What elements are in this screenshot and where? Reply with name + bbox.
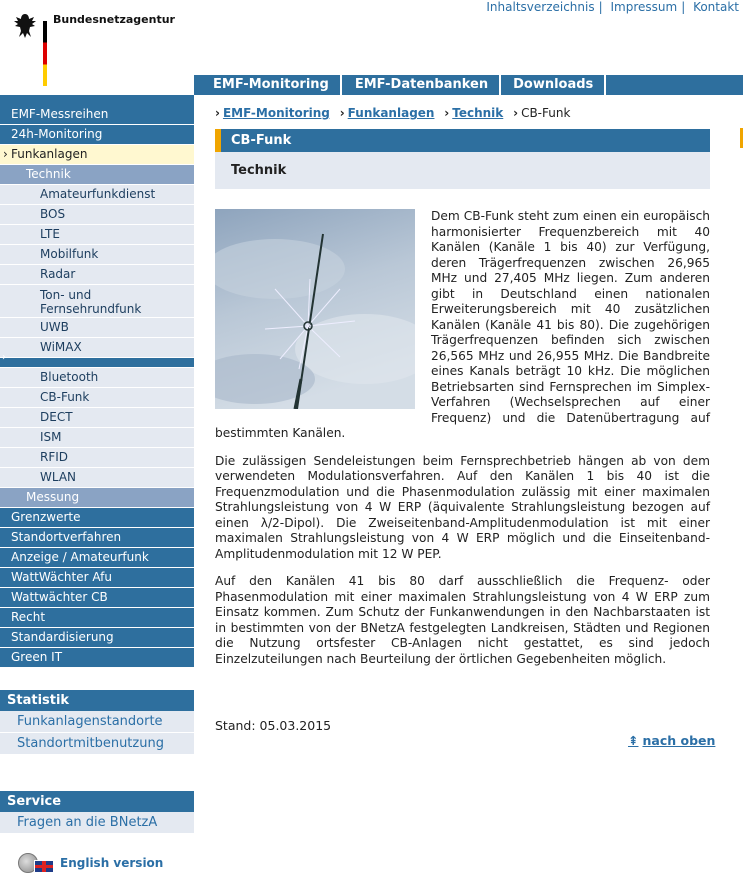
paragraph-1: Dem CB-Funk steht zum einen ein europäisch harmonisierter Frequenzbereich mit 40 Kanälen (Kanäle 1 bis 40) zur Verfügung, deren Trägerfrequenzen zwischen 26,965 MHz und 27,405 MHz liegen. Zum anderen gibt in Deutschland einen nationalen Erweiterungsbereich mit 40 zusätzlichen Kanälen (Kanäle 41 bis 80). Die zugehörigen Trägerfrequenzen befinden sich zwischen 26,565 MHz und 26,955 MHz. Die Bandbreite eines Kanals beträgt 10 kHz. Die möglichen Betriebsarten sind Fernsprechen im Simplex-Verfahren (Wechselsprechen auf einer Frequenz) und die Datenübertragung auf bestimmten Kanälen.: [215, 209, 710, 440]
sidebar-item-messung[interactable]: Messung: [0, 488, 194, 508]
sidebar-divider: [0, 358, 194, 368]
brand-name: Bundesnetzagentur: [53, 13, 175, 26]
sidebar-item-mobilfunk[interactable]: Mobilfunk: [0, 245, 194, 265]
service-nav: Inhaltsverzeichnis | Impressum | Kontakt: [482, 0, 743, 14]
link-funkanlagenstandorte[interactable]: Funkanlagenstandorte: [0, 711, 194, 733]
sidebar-item-wlan[interactable]: WLAN: [0, 468, 194, 488]
page-title: CB-Funk: [231, 133, 292, 148]
chevron-right-icon: ›: [513, 106, 519, 120]
sidebar-item-anzeige-amateurfunk[interactable]: Anzeige / Amateurfunk: [0, 548, 194, 568]
paragraph-3: Auf den Kanälen 41 bis 80 darf ausschließlich die Frequenz- oder Phasenmodulation mit einer maximalen Strahlungsleistung von 4 W ERP zum Einsatz kommen. Zum Schutz der Funkanwendungen in den Nachbarstaaten ist in bestimmten von der BNetzA festgelegten Landkreisen, Städten und Regionen die Nutzung ortsfester CB-Anlagen nicht gestattet, es sind jedoch Einzelzuteilungen nach Beurteilung der örtlichen Gegebenheiten möglich.: [215, 574, 710, 666]
sidebar-item-uwb[interactable]: UWB: [0, 318, 194, 338]
sidebar-item-radar[interactable]: Radar: [0, 265, 194, 285]
tab-emf-monitoring[interactable]: EMF-Monitoring: [194, 75, 342, 95]
sidebar-item-standardisierung[interactable]: Standardisierung: [0, 628, 194, 648]
link-inhaltsverzeichnis[interactable]: Inhaltsverzeichnis: [486, 0, 595, 14]
stand-date: Stand: 05.03.2015: [215, 718, 332, 733]
sidebar-item-standortverfahren[interactable]: Standortverfahren: [0, 528, 194, 548]
sidebar-item-lte[interactable]: LTE: [0, 225, 194, 245]
sidebar-item-technik[interactable]: Technik: [0, 165, 194, 185]
link-standortmitbenutzung[interactable]: Standortmitbenutzung: [0, 733, 194, 755]
uk-flag-icon: [34, 860, 54, 873]
english-version-label: English version: [60, 856, 164, 870]
sidebar-top-spacer: [0, 95, 194, 105]
eagle-icon: [12, 11, 38, 48]
chevron-right-icon: ›: [339, 106, 345, 120]
sidebar-item-ism[interactable]: ISM: [0, 428, 194, 448]
sidebar-item-amateurfunkdienst[interactable]: Amateurfunkdienst: [0, 185, 194, 205]
page-subtitle-bar: [215, 152, 710, 189]
page-subtitle: Technik: [231, 163, 287, 178]
sidebar-item-wattwaechter-afu[interactable]: WattWächter Afu: [0, 568, 194, 588]
chevron-right-icon: ›: [444, 106, 450, 120]
back-to-top-label: nach oben: [642, 733, 716, 748]
statistik-box: [0, 690, 194, 755]
breadcrumb-funkanlagen[interactable]: Funkanlagen: [347, 106, 435, 120]
sidebar-item-recht[interactable]: Recht: [0, 608, 194, 628]
tab-emf-datenbanken[interactable]: EMF-Datenbanken: [342, 75, 501, 95]
page-title-bar: [215, 129, 710, 152]
sidebar-item-dect[interactable]: DECT: [0, 408, 194, 428]
sidebar-item-bos[interactable]: BOS: [0, 205, 194, 225]
english-version-link[interactable]: [18, 852, 163, 874]
tab-downloads[interactable]: Downloads: [501, 75, 606, 95]
sidebar-item-emf-messreihen[interactable]: EMF-Messreihen: [0, 105, 194, 125]
sidebar-item-cb-funk[interactable]: CB-Funk: [0, 388, 194, 408]
chevron-right-icon: ›: [215, 106, 220, 120]
link-impressum[interactable]: Impressum: [610, 0, 678, 14]
back-to-top-link[interactable]: [628, 733, 715, 748]
sidebar-item-rfid[interactable]: RFID: [0, 448, 194, 468]
breadcrumb-technik[interactable]: Technik: [452, 106, 504, 120]
link-kontakt[interactable]: Kontakt: [693, 0, 739, 14]
sidebar-item-green-it[interactable]: Green IT: [0, 648, 194, 668]
double-chevron-up-icon: ⇞: [628, 733, 639, 748]
sidebar-item-24h-monitoring[interactable]: 24h-Monitoring: [0, 125, 194, 145]
sidebar-navigation: [0, 95, 194, 668]
main-navigation: [194, 75, 743, 95]
antenna-photo: [215, 209, 415, 409]
sidebar-item-grenzwerte[interactable]: Grenzwerte: [0, 508, 194, 528]
bnetza-logo[interactable]: [12, 11, 175, 77]
german-flag-bar: [43, 21, 47, 86]
paragraph-2: Die zulässigen Sendeleistungen beim Fernsprechbetrieb hängen ab von dem verwendeten Modulationsverfahren. Auf den Kanälen 1 bis 40 ist die Frequenzmodulation und die Phasenmodulation zulässig mit einer maximalen Strahlungsleistung von 4 W ERP (äquivalente Strahlungsleistung bezogen auf einen λ/2-Dipol). Die Zweiseitenband-Amplitudenmodulation ist mit einer maximalen Strahlungsleistung von 4 W ERP möglich und die Einseitenband-Amplitudenmodulation mit 12 W PEP.: [215, 453, 710, 561]
statistik-title: Statistik: [0, 690, 194, 711]
sidebar-item-ton-fernsehrundfunk[interactable]: Ton- und Fernsehrundfunk: [0, 285, 194, 318]
sidebar-item-bluetooth[interactable]: Bluetooth: [0, 368, 194, 388]
service-box: [0, 791, 194, 834]
link-fragen-an-bnetza[interactable]: Fragen an die BNetzA: [0, 812, 194, 834]
article-body: [215, 209, 710, 679]
breadcrumb-emf-monitoring[interactable]: EMF-Monitoring: [222, 106, 330, 120]
breadcrumb-current: CB-Funk: [521, 106, 571, 120]
sidebar-item-wattwaechter-cb[interactable]: Wattwächter CB: [0, 588, 194, 608]
sidebar-item-funkanlagen[interactable]: › Funkanlagen: [0, 145, 194, 165]
service-title: Service: [0, 791, 194, 812]
breadcrumb: [215, 106, 570, 120]
sidebar-item-wimax[interactable]: WiMAX: [0, 338, 194, 358]
